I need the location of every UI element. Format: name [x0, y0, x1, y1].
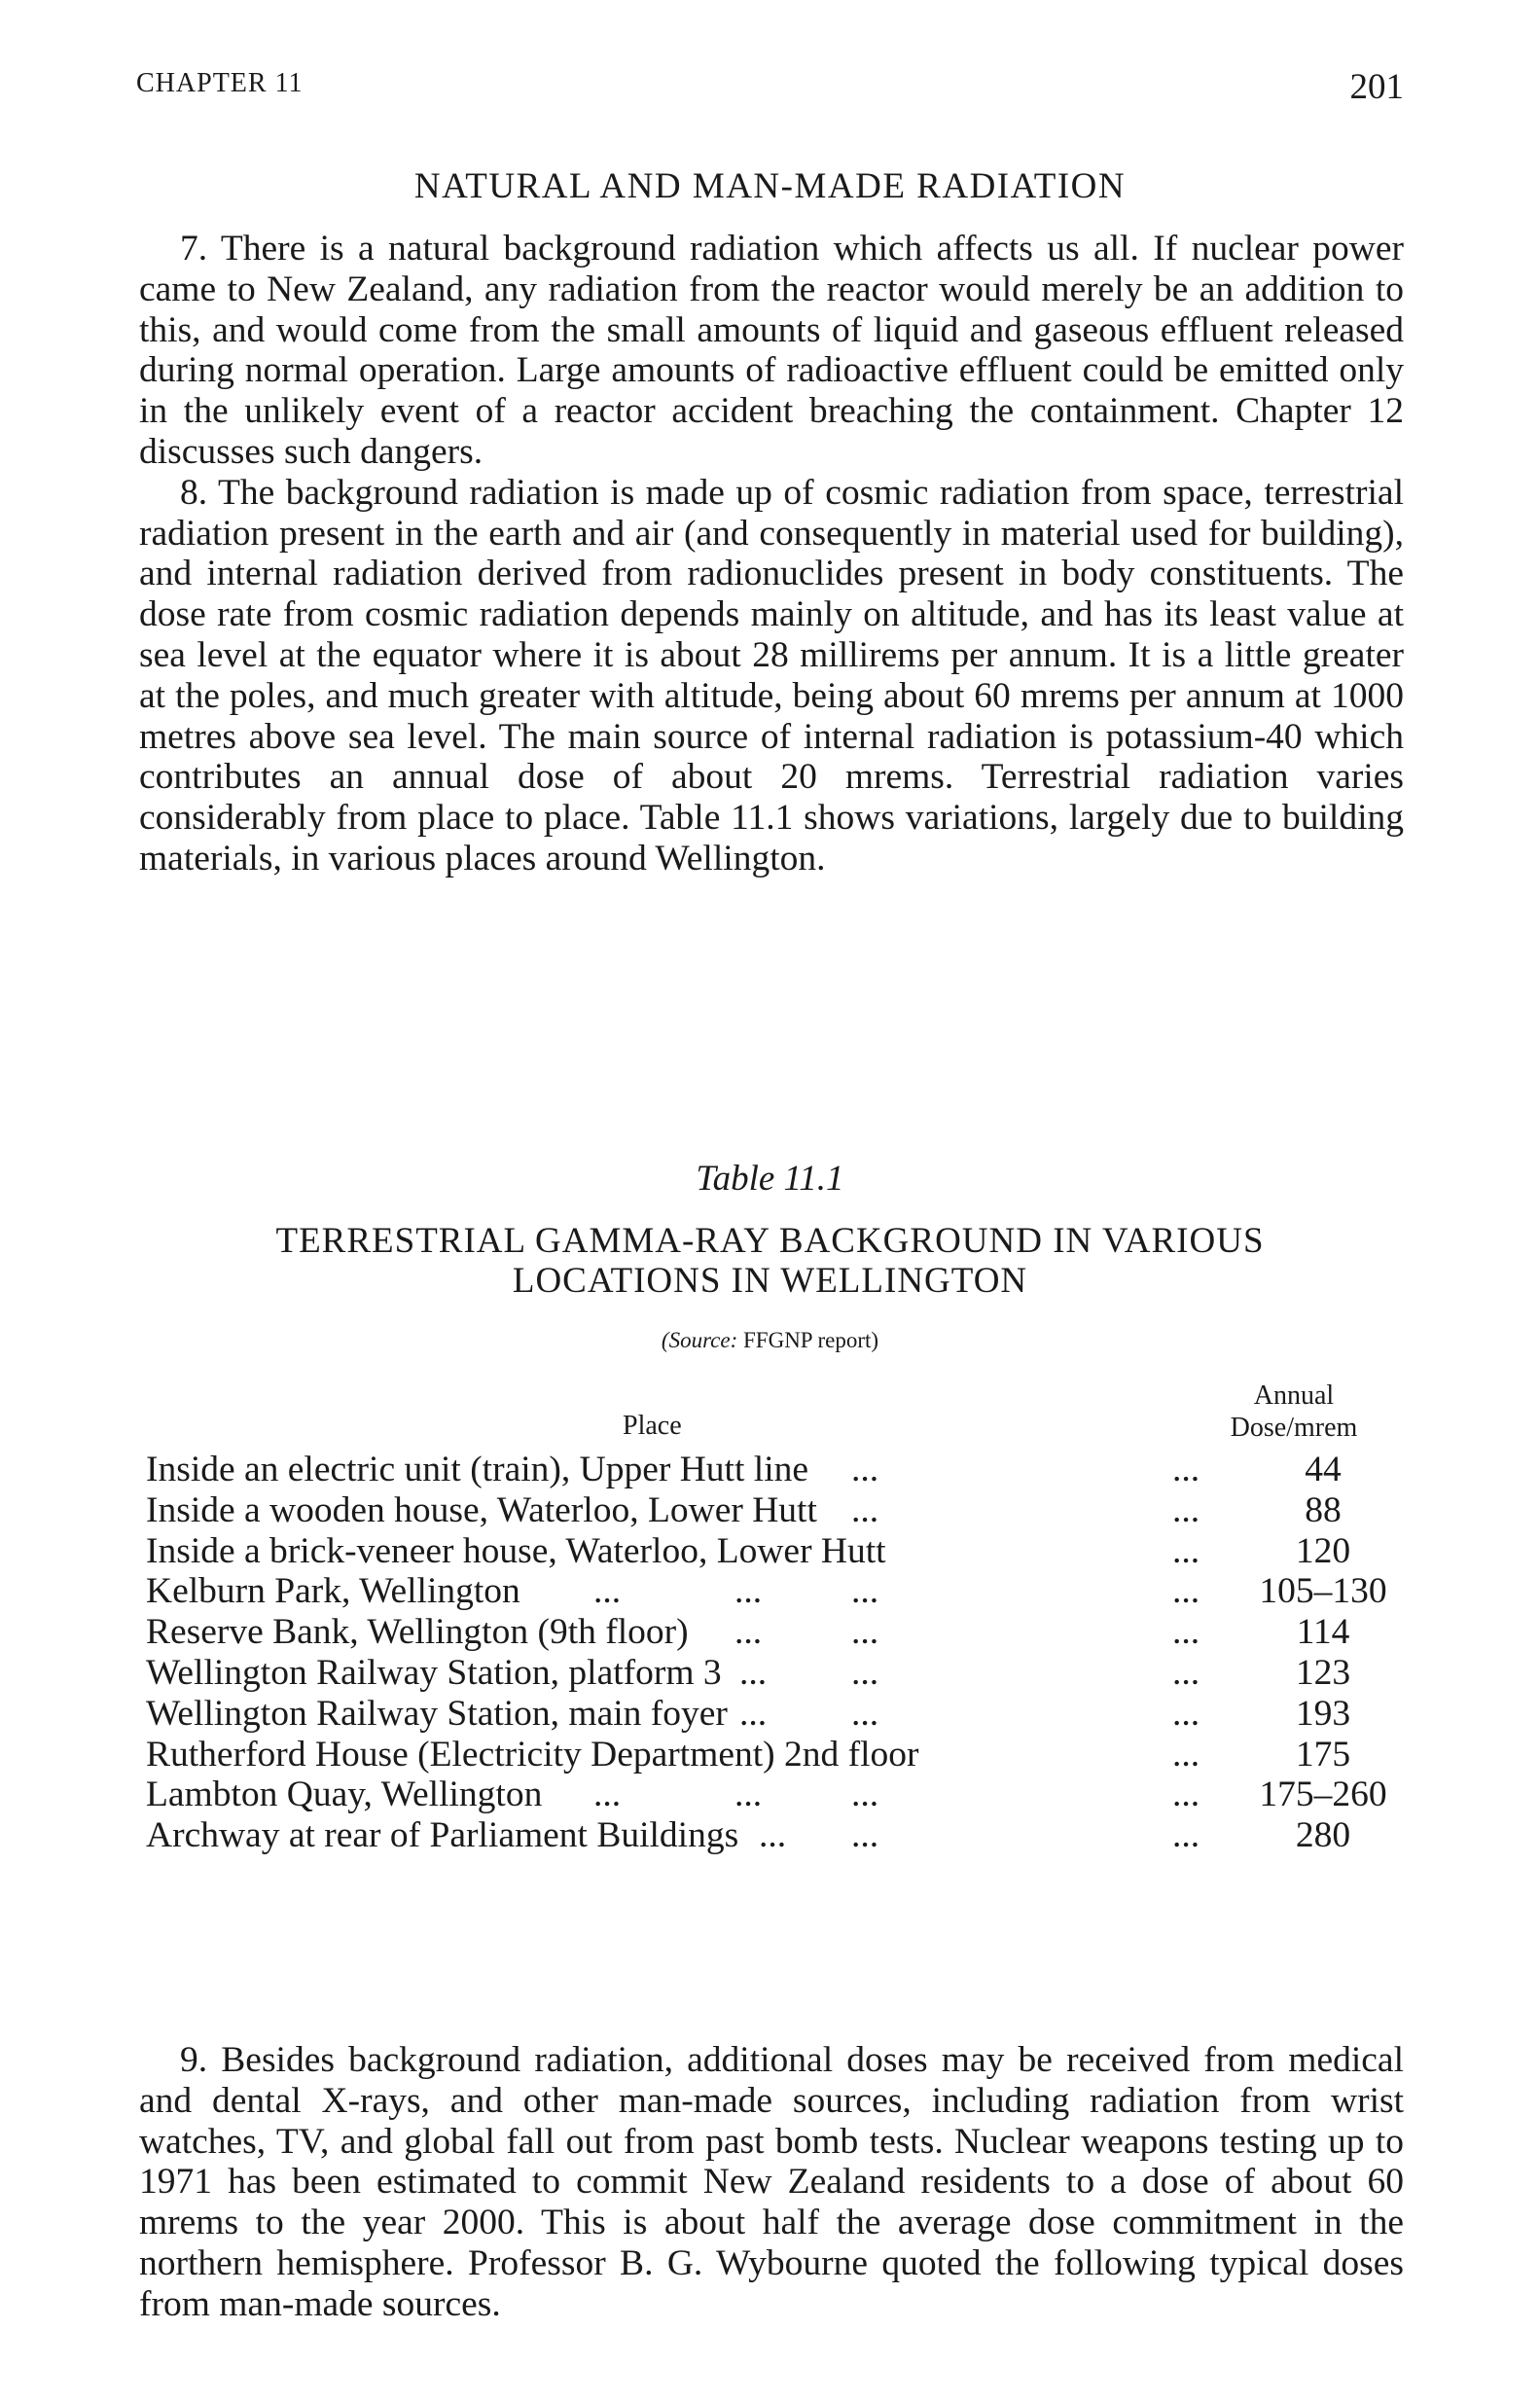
table-caption: Table 11.1 [696, 1159, 844, 1199]
paragraph-9: 9. Besides background radiation, additional doses may be received from medical and dental X-rays, and other man-made sources, including radiation from wrist watches, TV, and global fall out from past bomb tests. Nuclear weapons testing up to 1971 has been estimated to commit New Zealand residents to a dose of about 60 mrems to the year 2000. This is about half the average dose commitment in the northern hemisphere. Professor B. G. Wybourne quoted the following typical doses from man-made sources. [139, 2040, 1404, 2324]
chapter-header: CHAPTER 11 [136, 68, 304, 98]
body-text-top [139, 229, 1404, 879]
section-title: NATURAL AND MAN-MADE RADIATION [413, 166, 1127, 206]
table-cell-dose: 88 [1305, 1489, 1342, 1530]
leader-dots: ... [851, 1489, 879, 1530]
leader-dots: ... [851, 1571, 879, 1612]
table-row [146, 1775, 1411, 1815]
table-body [146, 1450, 1411, 1856]
table-row [146, 1490, 1411, 1531]
leader-dots: ... [1172, 1652, 1200, 1693]
leader-dots: ... [1172, 1612, 1200, 1653]
table-cell-place: Wellington Railway Station, platform 3 [146, 1652, 722, 1693]
table-cell-place: Rutherford House (Electricity Department) 2nd floor [146, 1734, 919, 1775]
table-row [146, 1815, 1411, 1856]
leader-dots: ... [1172, 1489, 1200, 1530]
table-cell-dose: 44 [1305, 1450, 1342, 1489]
table-cell-place: Inside a brick-veneer house, Waterloo, Lower Hutt [146, 1530, 886, 1571]
leader-dots: ... [851, 1693, 879, 1734]
leader-dots: ... [593, 1571, 622, 1612]
table-cell-dose: 120 [1295, 1530, 1351, 1571]
table-title [0, 1221, 1540, 1301]
table-cell-place: Archway at rear of Parliament Buildings [146, 1815, 739, 1856]
leader-dots: ... [851, 1612, 879, 1653]
leader-dots: ... [851, 1775, 879, 1815]
leader-dots: ... [1172, 1693, 1200, 1734]
table-source [0, 1328, 1540, 1353]
leader-dots: ... [734, 1775, 763, 1815]
table-cell-dose: 123 [1295, 1652, 1351, 1693]
leader-dots: ... [759, 1815, 787, 1856]
leader-dots: ... [593, 1775, 622, 1815]
table-row [146, 1735, 1411, 1775]
leader-dots: ... [739, 1652, 768, 1693]
column-header-dose-line-2: Dose/mrem [1230, 1413, 1358, 1443]
leader-dots: ... [1172, 1571, 1200, 1612]
table-cell-place: Wellington Railway Station, main foyer [146, 1693, 728, 1734]
page-number: 201 [1349, 67, 1404, 107]
leader-dots: ... [851, 1815, 879, 1856]
table-title-line-2: LOCATIONS IN WELLINGTON [512, 1261, 1028, 1301]
table-source-value: FFGNP report) [743, 1328, 879, 1352]
table-cell-place: Kelburn Park, Wellington [146, 1571, 520, 1612]
table-cell-place: Reserve Bank, Wellington (9th floor) [146, 1612, 689, 1653]
leader-dots: ... [1172, 1450, 1200, 1489]
table-cell-dose: 175–260 [1259, 1775, 1387, 1815]
table-cell-dose: 193 [1295, 1693, 1351, 1734]
column-header-dose-line-1: Annual [1253, 1380, 1335, 1411]
table-row [146, 1612, 1411, 1653]
table-title-line-1: TERRESTRIAL GAMMA-RAY BACKGROUND IN VARIOUS [275, 1221, 1265, 1261]
table-cell-dose: 114 [1296, 1612, 1350, 1653]
body-text-bottom [139, 2040, 1404, 2325]
table-row [146, 1653, 1411, 1694]
table-row [146, 1694, 1411, 1735]
leader-dots: ... [734, 1612, 763, 1653]
table-cell-place: Inside a wooden house, Waterloo, Lower Hutt [146, 1489, 817, 1530]
leader-dots: ... [739, 1693, 768, 1734]
table-cell-dose: 105–130 [1259, 1571, 1387, 1612]
leader-dots: ... [1172, 1530, 1200, 1571]
column-header-dose [1197, 1380, 1391, 1444]
table-source-label: (Source: [661, 1328, 738, 1352]
leader-dots: ... [734, 1571, 763, 1612]
table-cell-place: Inside an electric unit (train), Upper Hutt line [146, 1450, 809, 1489]
leader-dots: ... [1172, 1775, 1200, 1815]
paragraph-7: 7. There is a natural background radiation which affects us all. If nuclear power came to New Zealand, any radiation from the reactor would merely be an addition to this, and would come from the small amounts of liquid and gaseous effluent released during normal operation. Large amounts of radioactive effluent could be emitted only in the unlikely event of a reactor accident breaching the containment. Chapter 12 discusses such dangers. [139, 229, 1404, 472]
leader-dots: ... [1172, 1734, 1200, 1775]
table-cell-dose: 280 [1295, 1815, 1351, 1856]
paragraph-8: 8. The background radiation is made up of cosmic radiation from space, terrestrial radiation present in the earth and air (and consequently in material used for building), and internal radiation derived from radionuclides present in body constituents. The dose rate from cosmic radiation depends mainly on altitude, and has its least value at sea level at the equator where it is about 28 millirems per annum. It is a little greater at the poles, and much greater with altitude, being about 60 mrems per annum at 1000 metres above sea level. The main source of internal radiation is potassium-40 which contributes an annual dose of about 20 mrems. Terrestrial radiation varies considerably from place to place. Table 11.1 shows variations, largely due to building materials, in various places around Wellington. [139, 472, 1404, 878]
leader-dots: ... [1172, 1815, 1200, 1856]
table-row [146, 1450, 1411, 1490]
leader-dots: ... [851, 1450, 879, 1489]
column-header-place: Place [623, 1411, 682, 1441]
table-cell-place: Lambton Quay, Wellington [146, 1775, 543, 1815]
table-cell-dose: 175 [1295, 1734, 1351, 1775]
table-row [146, 1571, 1411, 1612]
leader-dots: ... [851, 1652, 879, 1693]
table-row [146, 1531, 1411, 1572]
